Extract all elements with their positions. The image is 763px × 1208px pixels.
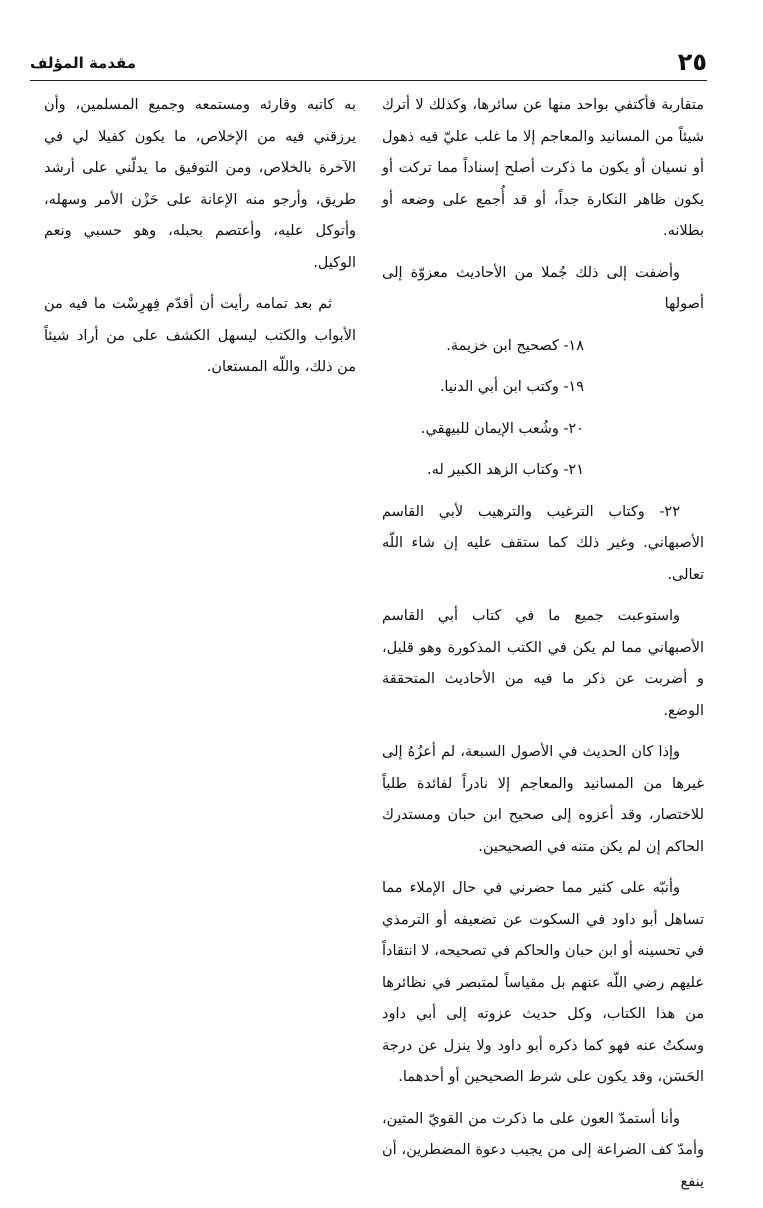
paragraph: وأضفت إلى ذلك جُملا من الأحاديث معزوّة إلى أصولها: [382, 264, 704, 312]
paragraph: وأنا أستمدّ العون على ما ذكرت من القويّ المتين، وأمدّ كف الضراعة إلى من يجيب دعوة المضطرين، أن ينفع: [382, 1110, 704, 1190]
list-item: ١٩- وكتب ابن أبي الدنيا.: [439, 379, 584, 395]
paragraph: واستوعبت جميع ما في كتاب أبي القاسم الأصبهاني مما لم يكن في الكتب المذكورة وهو قليل، و أضربت عن ذكر ما فيه من الأحاديث المتحققة الوضع.: [382, 608, 704, 719]
page-number: ٢٥: [677, 48, 707, 76]
right-column: [382, 90, 704, 1208]
list-item: ١٨- كصحيح ابن خزيمة.: [446, 337, 584, 354]
running-title: مقدمة المؤلف: [30, 54, 137, 72]
paragraph: وإذا كان الحديث في الأصول السبعة، لم أعزُهُ إلى غيرها من المسانيد والمعاجم إلا نادراً لفائدة طلباً للاختصار، وقد أعزوه إلى صحيح ابن حبان ومستدرك الحاكم إن لم يكن متنه في الصحيحين.: [382, 744, 704, 855]
paragraph: وأنبّه على كثير مما حضرني في حال الإملاء مما تساهل أبو داود في السكوت عن تضعيفه أو الترمذي في تحسينه أو ابن حبان والحاكم في تصحيحه، لا انتقاداً عليهم رضي اللّه عنهم بل مقياساً لمتبصر في نظائرها من هذا الكتاب، وكل حديث عزوته إلى أبي داود وسكتُ عنه فهو كما ذكره أبو داود ولا ينزل عن درجة الحَسَن، وقد يكون على شرط الصحيحين أو أحدهما.: [382, 880, 704, 1085]
paragraph: متقاربة فأكتفي بواحد منها عن سائرها، وكذلك لا أترك شيئاً من المسانيد والمعاجم إلا ما غلب عليّ فيه ذهول أو نسيان أو يكون ما ذكرت أصلح إسناداً مما تركت أو يكون ظاهر النكارة جداً، أو قد أُجمع على وضعه أو بطلانه.: [382, 97, 704, 239]
list-item: ٢٢- وكتاب الترغيب والترهيب لأبي القاسم الأصبهاني. وغير ذلك كما ستقف عليه إن شاء اللّه تعالى.: [382, 503, 704, 583]
paragraph: ثم بعد تمامه رأيت أن أقدّم فِهرِسْت ما فيه من الأبواب والكتب ليسهل الكشف على من أراد شيئاً من ذلك، واللّه المستعان.: [44, 296, 356, 375]
list-item: ٢٠- وشُعب الإيمان للبيهقي.: [420, 420, 584, 437]
list-item: ٢١- وكتاب الزهد الكبير له.: [427, 462, 584, 478]
paragraph: به كاتبه وقارئه ومستمعه وجميع المسلمين، وأن يرزقني فيه من الإخلاص، ما يكون كفيلا لي في الآخرة بالخلاص، ومن التوفيق ما يدلّني على أرشد طريق، وأرجو منه الإعانة على حَزْن الأمر وسهله، وأتوكل عليه، وأعتصم بحبله، وهو حسبي ونعم الوكيل.: [44, 97, 356, 271]
left-column: [44, 90, 356, 394]
page-header: [30, 46, 707, 81]
